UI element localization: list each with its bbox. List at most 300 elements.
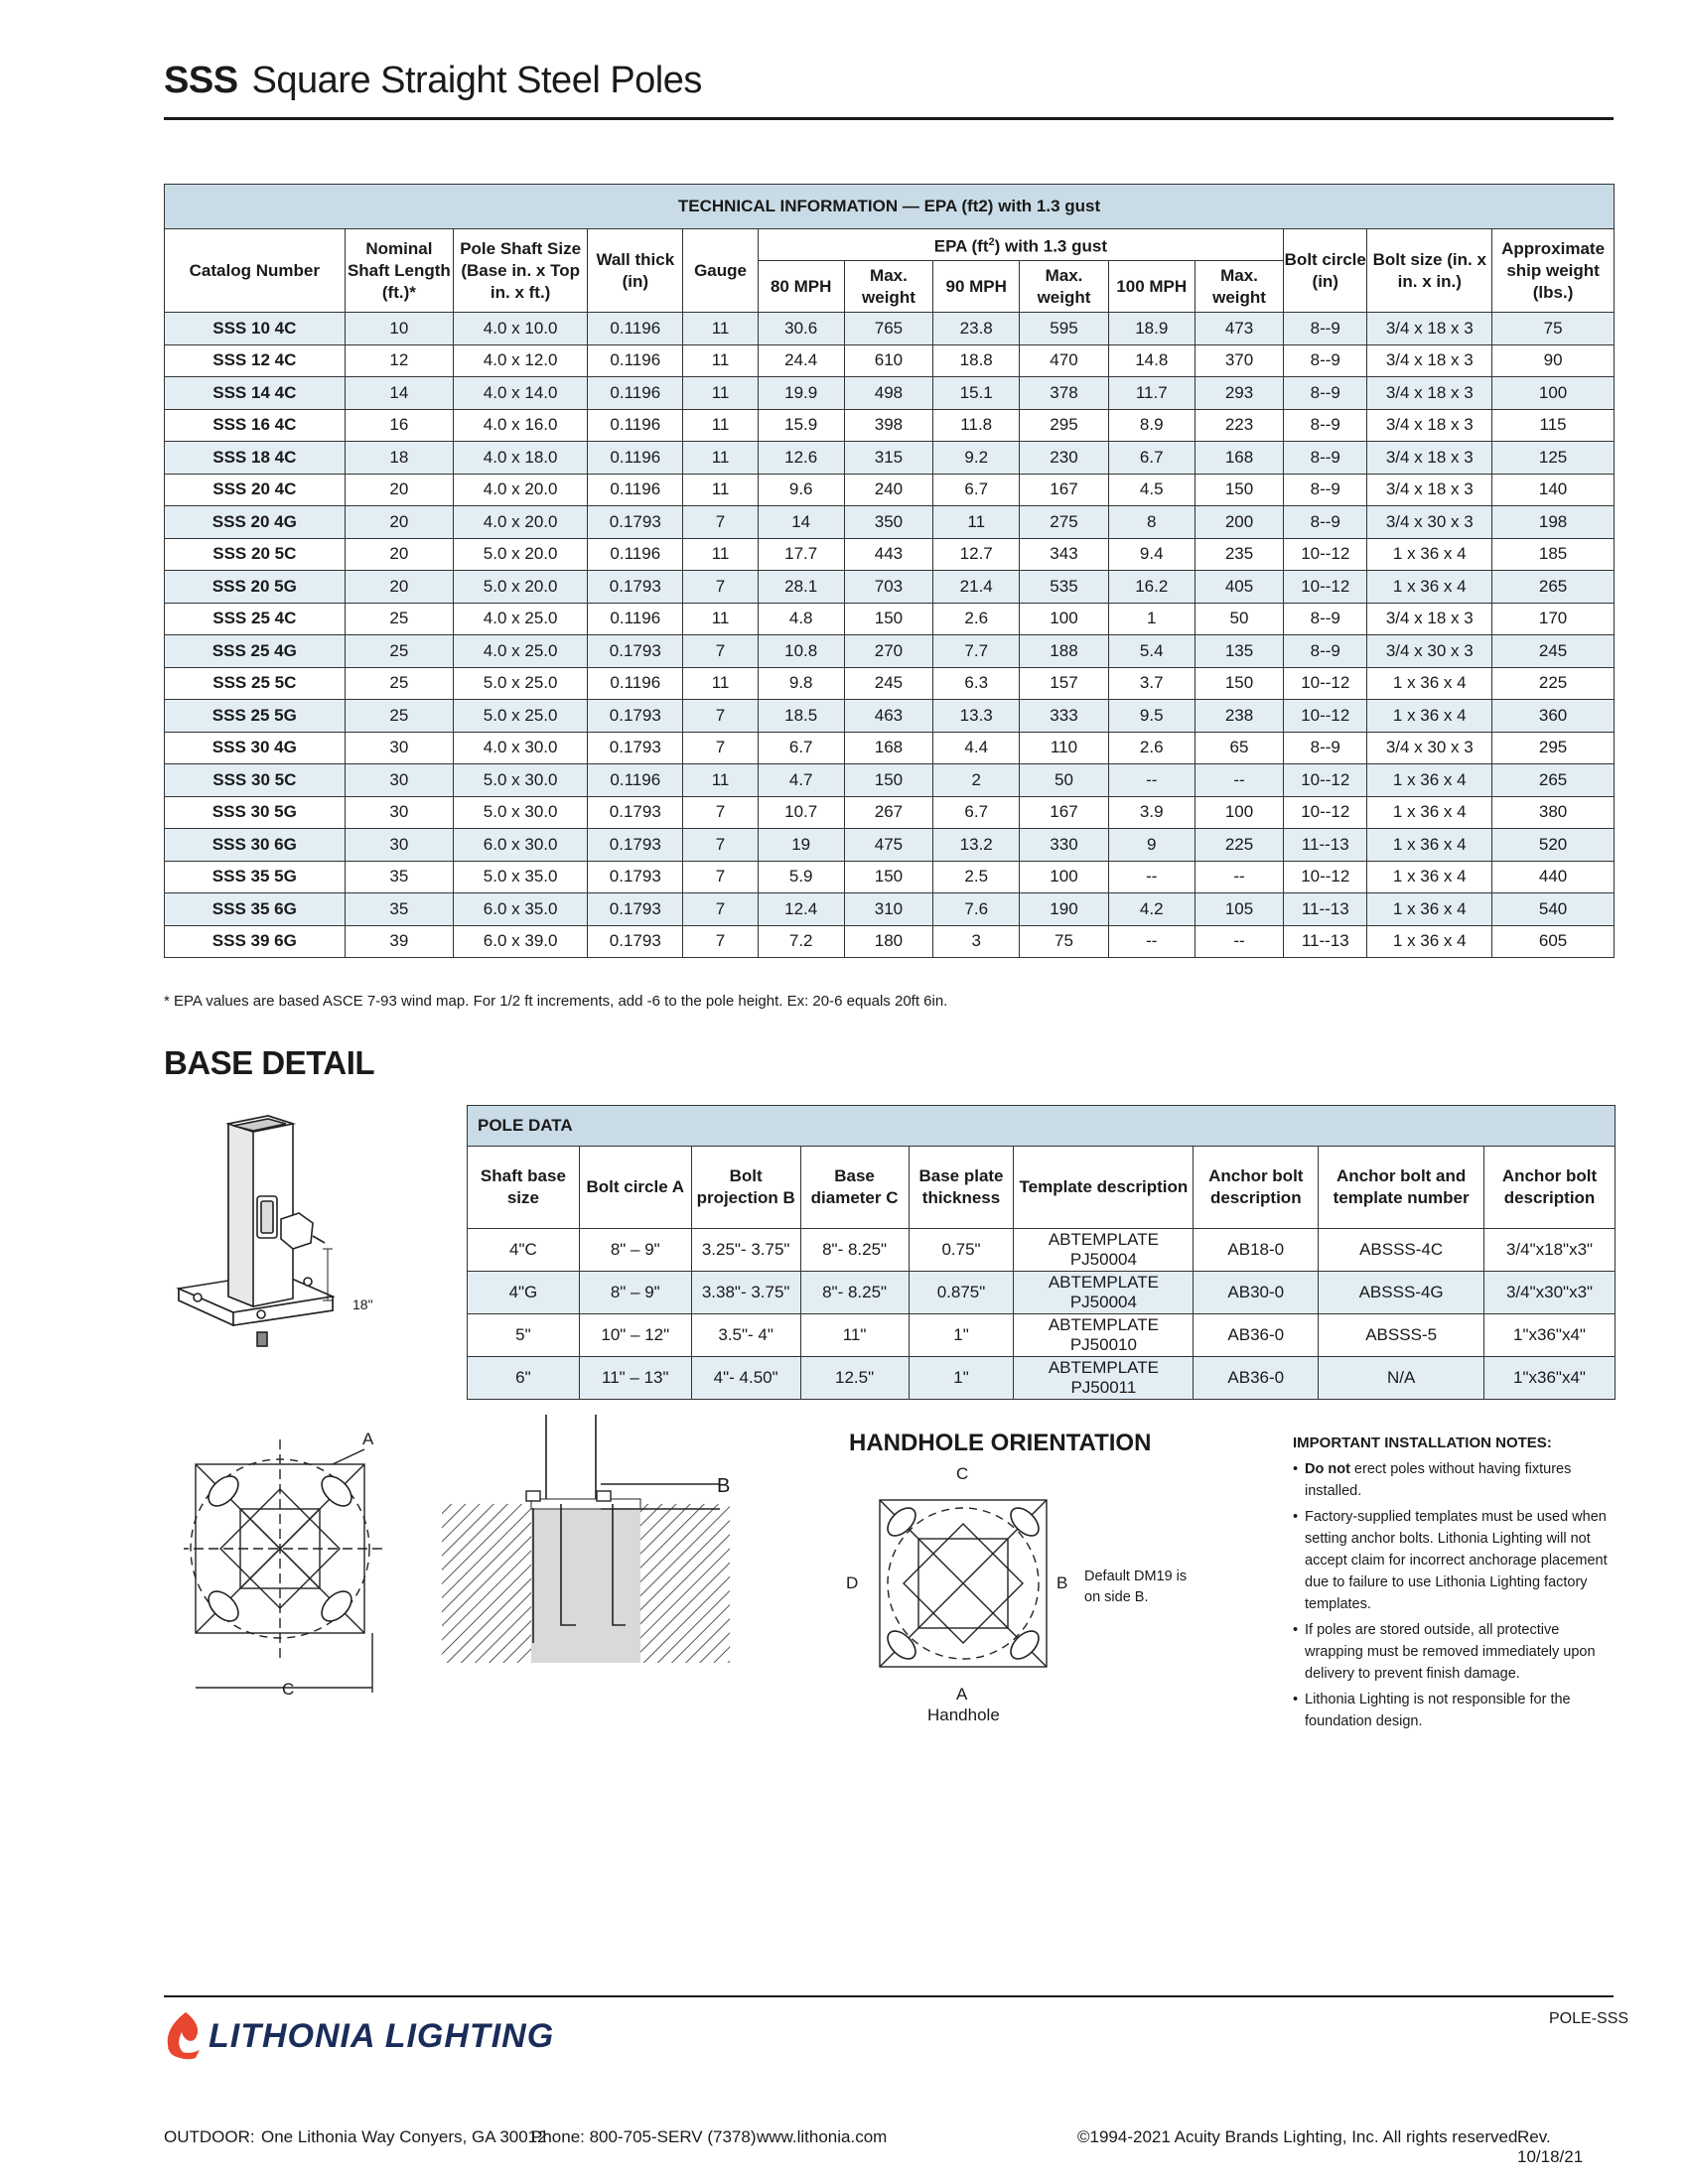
table-cell: 30 xyxy=(345,764,454,797)
base-detail-title: BASE DETAIL xyxy=(164,1044,375,1081)
pole-data-title: POLE DATA xyxy=(468,1106,1616,1147)
lithonia-logo: LITHONIA LIGHTING xyxy=(209,2017,555,2055)
catalog-number-cell: SSS 35 6G xyxy=(165,893,346,926)
table-cell: 135 xyxy=(1195,635,1283,668)
table-cell: 1" xyxy=(909,1314,1014,1357)
table-cell: 4"G xyxy=(468,1272,580,1314)
table-cell: 4.0 x 30.0 xyxy=(454,732,588,764)
table-cell: 18.8 xyxy=(933,344,1020,377)
document-code: POLE-SSS xyxy=(1549,2010,1629,2027)
page-title xyxy=(164,60,702,102)
footer-line xyxy=(164,2127,1614,2166)
table-cell: 595 xyxy=(1020,313,1108,345)
table-cell: 1 x 36 x 4 xyxy=(1367,700,1492,733)
table-cell: 20 xyxy=(345,474,454,506)
pole-data-col-header: Anchor bolt description xyxy=(1194,1147,1319,1229)
table-cell: 7 xyxy=(683,893,758,926)
col-90mph: 90 MPH xyxy=(933,261,1020,313)
col-max-100: Max. weight xyxy=(1195,261,1283,313)
table-cell: 315 xyxy=(844,442,932,475)
product-code: SSS xyxy=(164,60,238,101)
table-cell: 4.4 xyxy=(933,732,1020,764)
table-cell: 25 xyxy=(345,700,454,733)
table-cell: 8 xyxy=(1108,506,1195,539)
table-row xyxy=(165,409,1615,442)
table-cell: 5.0 x 25.0 xyxy=(454,700,588,733)
table-cell: 8"- 8.25" xyxy=(800,1272,909,1314)
table-row xyxy=(165,925,1615,958)
table-cell: 30 xyxy=(345,796,454,829)
table-cell: 39 xyxy=(345,925,454,958)
table-cell: 8--9 xyxy=(1284,635,1367,668)
table-cell: 10--12 xyxy=(1284,667,1367,700)
pole-data-table xyxy=(467,1105,1616,1400)
table-cell: -- xyxy=(1108,925,1195,958)
installation-notes xyxy=(1293,1433,1620,1736)
table-cell: 200 xyxy=(1195,506,1283,539)
table-cell: 140 xyxy=(1492,474,1615,506)
table-cell: 6.0 x 30.0 xyxy=(454,829,588,862)
table-cell: 378 xyxy=(1020,377,1108,410)
table-cell: 13.2 xyxy=(933,829,1020,862)
table-cell: 9.2 xyxy=(933,442,1020,475)
table-cell: 10--12 xyxy=(1284,571,1367,604)
table-cell: 5" xyxy=(468,1314,580,1357)
table-cell: 35 xyxy=(345,893,454,926)
col-shaft: Pole Shaft Size (Base in. x Top in. x ft.) xyxy=(454,229,588,313)
table-cell: 10 xyxy=(345,313,454,345)
epa-footnote: * EPA values are based ASCE 7-93 wind map. For 1/2 ft increments, add -6 to the pole height. Ex: 20-6 equals 20ft 6in. xyxy=(164,993,948,1010)
table-row xyxy=(165,700,1615,733)
table-cell: 535 xyxy=(1020,571,1108,604)
table-cell: 3/4 x 18 x 3 xyxy=(1367,442,1492,475)
table-cell: 3.5"- 4" xyxy=(691,1314,800,1357)
table-cell: 9 xyxy=(1108,829,1195,862)
table-cell: 75 xyxy=(1020,925,1108,958)
catalog-number-cell: SSS 10 4C xyxy=(165,313,346,345)
table-cell: 168 xyxy=(1195,442,1283,475)
table-cell: 0.1793 xyxy=(588,635,683,668)
table-cell: 5.0 x 20.0 xyxy=(454,571,588,604)
table-row xyxy=(165,893,1615,926)
table-cell: 245 xyxy=(844,667,932,700)
table-cell: 235 xyxy=(1195,538,1283,571)
table-cell: 11 xyxy=(683,667,758,700)
table-cell: 265 xyxy=(1492,764,1615,797)
table-cell: 10--12 xyxy=(1284,861,1367,893)
table-cell: 8--9 xyxy=(1284,344,1367,377)
table-cell: 360 xyxy=(1492,700,1615,733)
table-cell: ABSSS-5 xyxy=(1319,1314,1484,1357)
table-cell: 295 xyxy=(1020,409,1108,442)
table-cell: 30 xyxy=(345,732,454,764)
header-rule xyxy=(164,117,1614,120)
table-cell: 8--9 xyxy=(1284,506,1367,539)
table-cell: 3.25"- 3.75" xyxy=(691,1229,800,1272)
catalog-number-cell: SSS 39 6G xyxy=(165,925,346,958)
table-cell: 4.7 xyxy=(758,764,844,797)
table-cell: 0.1196 xyxy=(588,538,683,571)
table-cell: 0.1793 xyxy=(588,796,683,829)
pole-data-col-header: Anchor bolt and template number xyxy=(1319,1147,1484,1229)
table-cell: 5.0 x 30.0 xyxy=(454,796,588,829)
table-cell: 24.4 xyxy=(758,344,844,377)
table-cell: 1"x36"x4" xyxy=(1484,1314,1616,1357)
table-cell: 10--12 xyxy=(1284,764,1367,797)
table-cell: 65 xyxy=(1195,732,1283,764)
col-80mph: 80 MPH xyxy=(758,261,844,313)
notes-title: IMPORTANT INSTALLATION NOTES: xyxy=(1293,1434,1552,1451)
table-cell: AB36-0 xyxy=(1194,1314,1319,1357)
table-cell: 475 xyxy=(844,829,932,862)
table-cell: 0.1793 xyxy=(588,571,683,604)
table-cell: 2.5 xyxy=(933,861,1020,893)
pole-data-col-header: Shaft base size xyxy=(468,1147,580,1229)
table-cell: 35 xyxy=(345,861,454,893)
handhole-diagram xyxy=(864,1484,1062,1683)
table-cell: 12 xyxy=(345,344,454,377)
table-cell: 21.4 xyxy=(933,571,1020,604)
product-title: Square Straight Steel Poles xyxy=(251,60,702,101)
table-cell: 6.0 x 39.0 xyxy=(454,925,588,958)
table-cell: 150 xyxy=(844,861,932,893)
footer-rev: Rev. 10/18/21 xyxy=(1517,2127,1584,2166)
table-cell: 470 xyxy=(1020,344,1108,377)
table-cell: 605 xyxy=(1492,925,1615,958)
table-cell: 0.1196 xyxy=(588,603,683,635)
table-cell: 90 xyxy=(1492,344,1615,377)
table-cell: 498 xyxy=(844,377,932,410)
table-cell: 11 xyxy=(683,538,758,571)
table-cell: 11" – 13" xyxy=(579,1357,691,1400)
table-cell: 3/4 x 30 x 3 xyxy=(1367,635,1492,668)
table-cell: 4.0 x 20.0 xyxy=(454,506,588,539)
table-cell: 240 xyxy=(844,474,932,506)
table-cell: 765 xyxy=(844,313,932,345)
table-cell: 7 xyxy=(683,635,758,668)
catalog-number-cell: SSS 20 5G xyxy=(165,571,346,604)
section-label-b: B xyxy=(717,1475,731,1497)
catalog-number-cell: SSS 35 5G xyxy=(165,861,346,893)
catalog-number-cell: SSS 20 5C xyxy=(165,538,346,571)
table-row xyxy=(468,1229,1616,1272)
table-cell: 1 x 36 x 4 xyxy=(1367,861,1492,893)
table-cell: 3.9 xyxy=(1108,796,1195,829)
col-max-80: Max. weight xyxy=(844,261,932,313)
table-cell: 11 xyxy=(683,344,758,377)
table-cell: 11 xyxy=(683,603,758,635)
table-cell: 5.0 x 35.0 xyxy=(454,861,588,893)
table-cell: 293 xyxy=(1195,377,1283,410)
table-row xyxy=(165,474,1615,506)
table-cell: 0.1793 xyxy=(588,861,683,893)
pole-data-col-header: Bolt circle A xyxy=(579,1147,691,1229)
table-cell: 10--12 xyxy=(1284,700,1367,733)
table-cell: 520 xyxy=(1492,829,1615,862)
table-cell: 50 xyxy=(1020,764,1108,797)
table-cell: 2 xyxy=(933,764,1020,797)
table-cell: ABSSS-4G xyxy=(1319,1272,1484,1314)
table-cell: 20 xyxy=(345,506,454,539)
table-cell: 9.5 xyxy=(1108,700,1195,733)
table-cell: 8--9 xyxy=(1284,409,1367,442)
pole-data-col-header: Anchor bolt description xyxy=(1484,1147,1616,1229)
table-cell: 1 xyxy=(1108,603,1195,635)
table-cell: 0.1196 xyxy=(588,409,683,442)
table-cell: 3/4"x18"x3" xyxy=(1484,1229,1616,1272)
table-row xyxy=(165,861,1615,893)
table-cell: 2.6 xyxy=(1108,732,1195,764)
table-cell: 343 xyxy=(1020,538,1108,571)
handhole-label-a: A xyxy=(956,1685,968,1704)
table-cell: 11 xyxy=(933,506,1020,539)
table-cell: 8" – 9" xyxy=(579,1229,691,1272)
catalog-number-cell: SSS 30 4G xyxy=(165,732,346,764)
table-cell: 1 x 36 x 4 xyxy=(1367,764,1492,797)
table-cell: 13.3 xyxy=(933,700,1020,733)
table-cell: 16 xyxy=(345,409,454,442)
table-cell: 4.0 x 25.0 xyxy=(454,603,588,635)
table-row xyxy=(165,377,1615,410)
table-cell: 4"C xyxy=(468,1229,580,1272)
table-cell: 1 x 36 x 4 xyxy=(1367,796,1492,829)
table-cell: 25 xyxy=(345,667,454,700)
col-ship: Approximate ship weight (lbs.) xyxy=(1492,229,1615,313)
table-cell: 405 xyxy=(1195,571,1283,604)
table-cell: 110 xyxy=(1020,732,1108,764)
table-cell: 3/4 x 18 x 3 xyxy=(1367,377,1492,410)
table-cell: 150 xyxy=(1195,474,1283,506)
note-item: • Lithonia Lighting is not responsible for the foundation design. xyxy=(1293,1689,1620,1732)
footer-web[interactable]: www.lithonia.com xyxy=(757,2127,888,2146)
table-cell: 330 xyxy=(1020,829,1108,862)
table-cell: 265 xyxy=(1492,571,1615,604)
table-cell: 168 xyxy=(844,732,932,764)
table-row xyxy=(165,732,1615,764)
table-cell: 7 xyxy=(683,796,758,829)
table-cell: 5.0 x 25.0 xyxy=(454,667,588,700)
table-cell: 18 xyxy=(345,442,454,475)
catalog-number-cell: SSS 25 4C xyxy=(165,603,346,635)
footer-outdoor: OUTDOOR: xyxy=(164,2127,255,2146)
table-cell: 7 xyxy=(683,506,758,539)
col-gauge: Gauge xyxy=(683,229,758,313)
table-cell: 3.38"- 3.75" xyxy=(691,1272,800,1314)
table-cell: 12.7 xyxy=(933,538,1020,571)
table-cell: 6.7 xyxy=(933,796,1020,829)
catalog-number-cell: SSS 25 5C xyxy=(165,667,346,700)
table-cell: 0.1196 xyxy=(588,313,683,345)
col-bolt-circle: Bolt circle (in) xyxy=(1284,229,1367,313)
table-cell: 12.6 xyxy=(758,442,844,475)
table-cell: 8--9 xyxy=(1284,732,1367,764)
table-cell: 198 xyxy=(1492,506,1615,539)
table-cell: 9.4 xyxy=(1108,538,1195,571)
note-item: • Factory-supplied templates must be used when setting anchor bolts. Lithonia Lighting will not accept claim for incorrect anchorage placement due to failure to use Lithonia Lighting factory templates. xyxy=(1293,1506,1620,1615)
table-cell: 4.0 x 16.0 xyxy=(454,409,588,442)
table-cell: 4.2 xyxy=(1108,893,1195,926)
table-cell: AB18-0 xyxy=(1194,1229,1319,1272)
table-cell: 7 xyxy=(683,829,758,862)
table-cell: 4.0 x 12.0 xyxy=(454,344,588,377)
table-cell: 14 xyxy=(758,506,844,539)
plan-label-c: C xyxy=(282,1680,295,1699)
table-cell: 4"- 4.50" xyxy=(691,1357,800,1400)
table-row xyxy=(165,603,1615,635)
table-cell: 1 x 36 x 4 xyxy=(1367,667,1492,700)
table-cell: 7.7 xyxy=(933,635,1020,668)
catalog-number-cell: SSS 20 4C xyxy=(165,474,346,506)
table-cell: 10" – 12" xyxy=(579,1314,691,1357)
table-cell: 115 xyxy=(1492,409,1615,442)
table-cell: 100 xyxy=(1020,861,1108,893)
table-cell: 7 xyxy=(683,700,758,733)
plan-label-a: A xyxy=(362,1430,374,1448)
table-cell: ABTEMPLATE PJ50004 xyxy=(1014,1229,1194,1272)
table-cell: 15.9 xyxy=(758,409,844,442)
table-cell: 75 xyxy=(1492,313,1615,345)
table-cell: 4.0 x 10.0 xyxy=(454,313,588,345)
table-cell: 28.1 xyxy=(758,571,844,604)
table-row xyxy=(165,829,1615,862)
table-cell: -- xyxy=(1195,861,1283,893)
table-cell: -- xyxy=(1108,861,1195,893)
table-cell: 225 xyxy=(1492,667,1615,700)
table-cell: 275 xyxy=(1020,506,1108,539)
table-cell: 3.7 xyxy=(1108,667,1195,700)
table-cell: 270 xyxy=(844,635,932,668)
table-cell: 11.7 xyxy=(1108,377,1195,410)
table-cell: -- xyxy=(1195,764,1283,797)
table-cell: 223 xyxy=(1195,409,1283,442)
note-item: • Do not erect poles without having fixtures installed. xyxy=(1293,1458,1620,1502)
footer-rule xyxy=(164,1995,1614,1997)
table-cell: 1 x 36 x 4 xyxy=(1367,893,1492,926)
table-cell: 100 xyxy=(1492,377,1615,410)
handhole-label-d: D xyxy=(846,1573,859,1592)
table-cell: 100 xyxy=(1020,603,1108,635)
catalog-number-cell: SSS 25 5G xyxy=(165,700,346,733)
table-cell: 157 xyxy=(1020,667,1108,700)
table-cell: 0.1793 xyxy=(588,700,683,733)
default-dm19-note: Default DM19 is on side B. xyxy=(1084,1569,1188,1605)
table-cell: 0.75" xyxy=(909,1229,1014,1272)
table-cell: 4.0 x 20.0 xyxy=(454,474,588,506)
catalog-number-cell: SSS 25 4G xyxy=(165,635,346,668)
table-cell: 3/4 x 30 x 3 xyxy=(1367,506,1492,539)
table-cell: ABTEMPLATE PJ50011 xyxy=(1014,1357,1194,1400)
table-cell: 7 xyxy=(683,925,758,958)
table-cell: 167 xyxy=(1020,796,1108,829)
table-cell: 4.0 x 14.0 xyxy=(454,377,588,410)
table-cell: 540 xyxy=(1492,893,1615,926)
table-cell: 610 xyxy=(844,344,932,377)
table-cell: 1 x 36 x 4 xyxy=(1367,571,1492,604)
table-cell: 8--9 xyxy=(1284,603,1367,635)
table-cell: 0.1793 xyxy=(588,829,683,862)
table-cell: 11 xyxy=(683,442,758,475)
table-cell: 9.6 xyxy=(758,474,844,506)
table-cell: 370 xyxy=(1195,344,1283,377)
table-cell: 11 xyxy=(683,313,758,345)
table-cell: ABSSS-4C xyxy=(1319,1229,1484,1272)
table-cell: 703 xyxy=(844,571,932,604)
table-cell: 18.5 xyxy=(758,700,844,733)
table-cell: 7 xyxy=(683,732,758,764)
table-row xyxy=(165,667,1615,700)
table-cell: 17.7 xyxy=(758,538,844,571)
table-cell: 10--12 xyxy=(1284,538,1367,571)
table-cell: 443 xyxy=(844,538,932,571)
epa-group-header: EPA $(ft^2)$ with 1.3 gust xyxy=(758,229,1284,261)
table-cell: 3/4 x 18 x 3 xyxy=(1367,344,1492,377)
table-cell: 1"x36"x4" xyxy=(1484,1357,1616,1400)
table-cell: 105 xyxy=(1195,893,1283,926)
table-cell: 225 xyxy=(1195,829,1283,862)
table-row xyxy=(165,313,1615,345)
table-row xyxy=(165,538,1615,571)
table-row xyxy=(165,506,1615,539)
table-cell: 25 xyxy=(345,603,454,635)
table-cell: 18.9 xyxy=(1108,313,1195,345)
table-cell: 8--9 xyxy=(1284,442,1367,475)
table-row xyxy=(165,796,1615,829)
lithonia-flame-icon xyxy=(162,2010,208,2060)
table-cell: 15.1 xyxy=(933,377,1020,410)
table-cell: 295 xyxy=(1492,732,1615,764)
table-cell: 12.5" xyxy=(800,1357,909,1400)
table-cell: 11 xyxy=(683,764,758,797)
table-row xyxy=(468,1272,1616,1314)
table-cell: 230 xyxy=(1020,442,1108,475)
table-cell: 0.875" xyxy=(909,1272,1014,1314)
table-cell: 6" xyxy=(468,1357,580,1400)
table-cell: 11--13 xyxy=(1284,829,1367,862)
technical-table xyxy=(164,184,1615,958)
dim-18-label: 18" xyxy=(352,1297,373,1312)
table-cell: 188 xyxy=(1020,635,1108,668)
table-cell: 125 xyxy=(1492,442,1615,475)
table-cell: 14 xyxy=(345,377,454,410)
table-row xyxy=(165,344,1615,377)
table-row xyxy=(165,764,1615,797)
table-cell: 5.9 xyxy=(758,861,844,893)
table-row xyxy=(468,1357,1616,1400)
table-cell: 8--9 xyxy=(1284,377,1367,410)
footer-phone: Phone: 800-705-SERV (7378) xyxy=(531,2127,757,2146)
table-cell: 1" xyxy=(909,1357,1014,1400)
table-cell: AB30-0 xyxy=(1194,1272,1319,1314)
handhole-label-c: C xyxy=(956,1464,969,1483)
table-cell: 8" – 9" xyxy=(579,1272,691,1314)
catalog-number-cell: SSS 30 5G xyxy=(165,796,346,829)
table-cell: 5.0 x 30.0 xyxy=(454,764,588,797)
technical-table-title: TECHNICAL INFORMATION — EPA (ft2) with 1.3 gust xyxy=(165,185,1615,229)
table-cell: 0.1196 xyxy=(588,344,683,377)
table-cell: 7 xyxy=(683,571,758,604)
table-cell: 180 xyxy=(844,925,932,958)
table-cell: 167 xyxy=(1020,474,1108,506)
catalog-number-cell: SSS 14 4C xyxy=(165,377,346,410)
pole-data-col-header: Base diameter C xyxy=(800,1147,909,1229)
table-cell: 3/4 x 18 x 3 xyxy=(1367,474,1492,506)
table-cell: 30.6 xyxy=(758,313,844,345)
table-cell: 0.1793 xyxy=(588,925,683,958)
table-cell: 12.4 xyxy=(758,893,844,926)
table-cell: 30 xyxy=(345,829,454,862)
table-cell: 6.3 xyxy=(933,667,1020,700)
note-item: • If poles are stored outside, all protective wrapping must be removed immediately upon delivery to prevent finish damage. xyxy=(1293,1619,1620,1685)
